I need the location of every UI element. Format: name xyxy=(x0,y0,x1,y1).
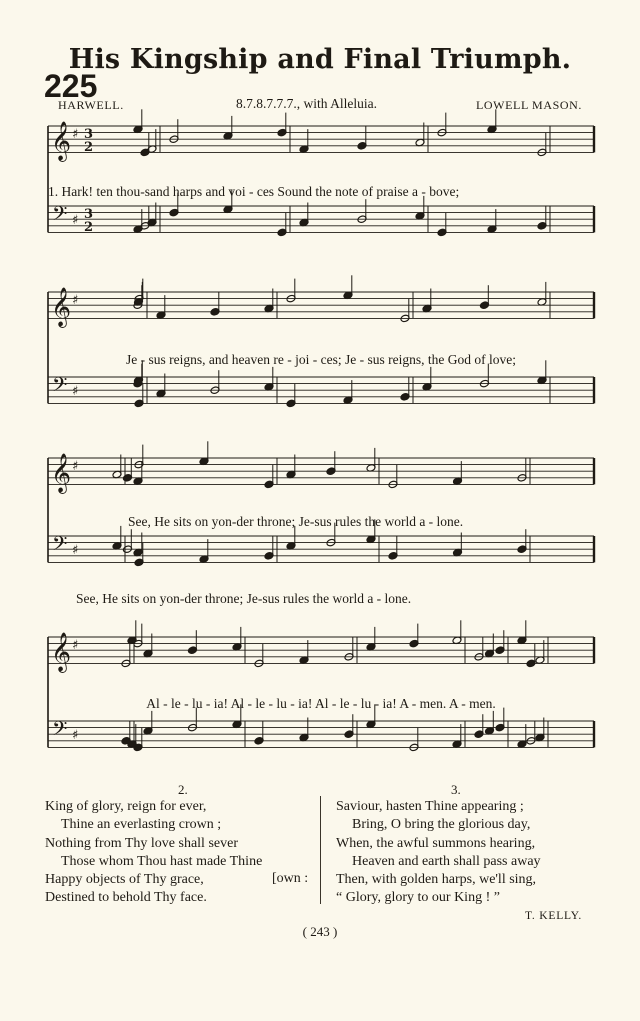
time-signature-bottom: 2 xyxy=(84,220,94,235)
verse-2-line-4: Those whom Thou hast made Thine xyxy=(61,853,263,869)
lyric-line-5: Al - le - lu - ia! Al - le - lu - ia! Al - le - lu - ia! A - men. A - men. xyxy=(146,696,496,711)
composer: LOWELL MASON. xyxy=(475,98,582,112)
key-signature-sharp: ♯ xyxy=(72,459,79,474)
verse-2-line-2: Thine an everlasting crown ; xyxy=(61,817,222,833)
verse-3-line-2: Bring, O bring the glorious day, xyxy=(352,817,531,833)
hymn-title: His Kingship and Final Triumph. xyxy=(68,44,572,75)
bass-clef: 𝄢 xyxy=(52,717,68,745)
lyric-line-4: See, He sits on yon-der throne; Je-sus rules the world a - lone. xyxy=(76,591,412,606)
treble-clef: 𝄞 xyxy=(51,453,72,493)
meter: 8.7.8.7.7.7., with Alleluia. xyxy=(236,96,377,111)
key-signature-sharp: ♯ xyxy=(72,384,79,399)
lyric-line-1: 1. Hark! ten thou-sand harps and voi - ces Sound the note of praise a - bove; xyxy=(48,184,460,199)
time-signature-top: 3 xyxy=(84,127,94,142)
time-signature-top: 3 xyxy=(84,207,94,222)
bass-clef: 𝄢 xyxy=(52,373,68,401)
treble-clef: 𝄞 xyxy=(51,287,72,327)
key-signature-sharp: ♯ xyxy=(72,213,79,228)
verse-2-number: 2. xyxy=(178,782,188,797)
verse-3-line-3: When, the awful summons hearing, xyxy=(336,835,536,851)
verse-2 xyxy=(45,798,262,908)
verse-2-line-3: Nothing from Thy love shall sever xyxy=(45,835,238,851)
key-signature-sharp: ♯ xyxy=(72,728,79,743)
verse-3-number: 3. xyxy=(451,782,461,797)
key-signature-sharp: ♯ xyxy=(72,293,79,308)
key-signature-sharp: ♯ xyxy=(72,543,79,558)
hymn-number: 225 xyxy=(44,68,98,104)
bass-clef: 𝄢 xyxy=(52,532,68,560)
verse-2-line-6: Destined to behold Thy face. xyxy=(45,890,207,906)
verse-divider xyxy=(320,796,321,904)
treble-clef: 𝄞 xyxy=(51,121,72,161)
bass-clef: 𝄢 xyxy=(52,202,68,230)
key-signature-sharp: ♯ xyxy=(72,638,79,653)
key-signature-sharp: ♯ xyxy=(72,127,79,142)
verse-3-line-1: Saviour, hasten Thine appearing ; xyxy=(336,799,524,814)
verse-2-line-1: King of glory, reign for ever, xyxy=(45,799,207,814)
verse-3 xyxy=(336,798,541,908)
lyric-line-3: See, He sits on yon-der throne; Je-sus rules the world a - lone. xyxy=(128,514,464,529)
verse-3-line-4: Heaven and earth shall pass away xyxy=(352,853,541,869)
treble-clef: 𝄞 xyxy=(51,632,72,672)
lyric-line-2: Je - sus reigns, and heaven re - joi - ces; Je - sus reigns, the God of love; xyxy=(126,352,516,367)
tune-name: HARWELL. xyxy=(58,98,124,112)
hymn-author: T. KELLY. xyxy=(524,910,582,922)
verse-2-wrapped-word: [own : xyxy=(272,871,309,886)
verse-3-line-5: Then, with golden harps, we'll sing, xyxy=(336,872,537,888)
time-signature-bottom: 2 xyxy=(84,140,94,155)
verse-3-line-6: “ Glory, glory to our King ! ” xyxy=(336,890,500,906)
page-number: ( 243 ) xyxy=(302,924,338,939)
verse-2-line-5: Happy objects of Thy grace, xyxy=(45,872,204,888)
